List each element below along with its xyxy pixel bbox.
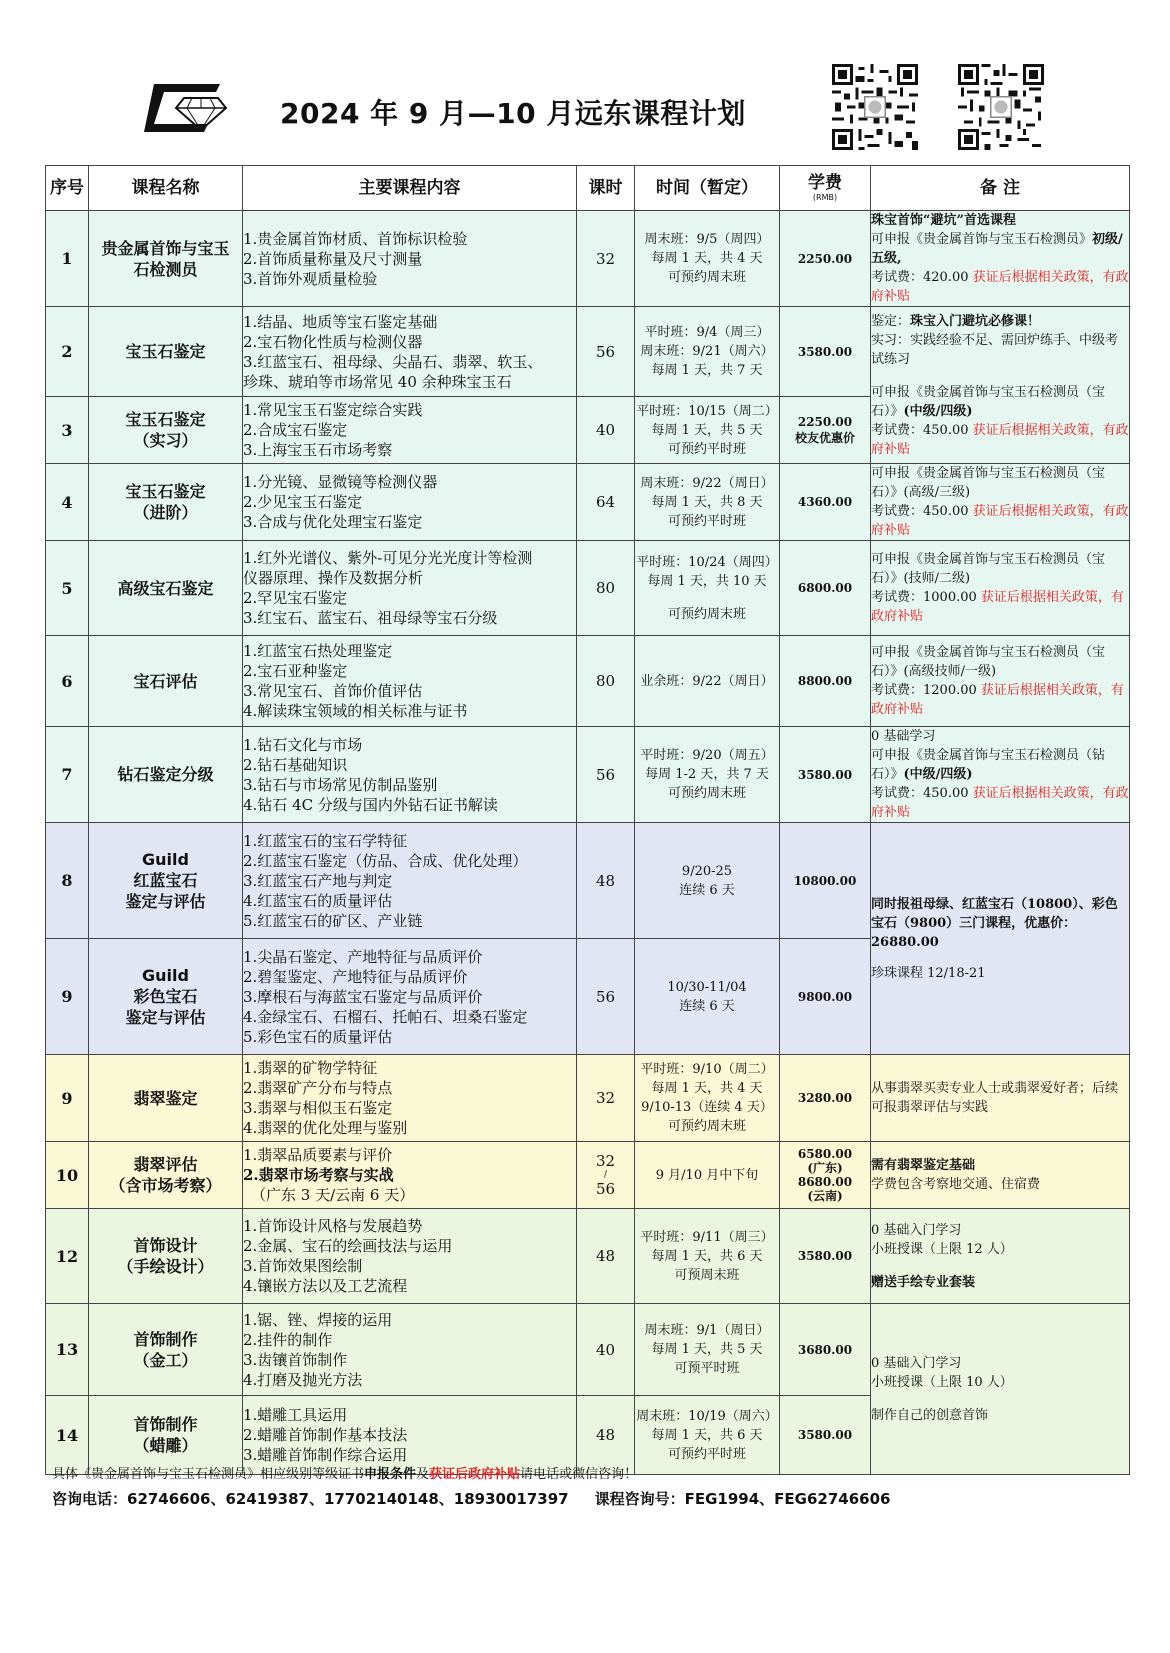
course-note: 需有翡翠鉴定基础 学费包含考察地交通、住宿费 xyxy=(871,1142,1130,1209)
course-note: 可申报《贵金属首饰与宝玉石检测员（宝石）》(技师/二级) 考试费：1000.00 获证后根据相关政策，有政府补贴 xyxy=(871,541,1130,636)
course-fee: 9800.00 xyxy=(780,939,871,1055)
course-fee: 4360.00 xyxy=(780,464,871,541)
course-name: 贵金属首饰与宝玉 石检测员 xyxy=(89,211,243,307)
course-note: 鉴定：珠宝入门避坑必修课！ 实习：实践经验不足、需回炉练手、中级考试练习 可申报《贵金属首饰与宝玉石检测员（宝石）》(中级/四级) 考试费：450.00 获证后根据相关政策，有政府补贴 xyxy=(871,307,1130,464)
course-note: 0 基础学习 可申报《贵金属首饰与宝玉石检测员（钻石）》(中级/四级) 考试费：450.00 获证后根据相关政策，有政府补贴 xyxy=(871,727,1130,823)
header-content: 主要课程内容 xyxy=(243,166,577,211)
diamond-logo-icon xyxy=(140,80,236,138)
course-content: 1.首饰设计风格与发展趋势 2.金属、宝石的绘画技法与运用 3.首饰效果图绘制 4.镶嵌方法以及工艺流程 xyxy=(243,1209,577,1304)
table-row xyxy=(46,1209,1130,1304)
table-row xyxy=(46,636,1130,727)
course-name: 宝玉石鉴定 （实习） xyxy=(89,397,243,464)
course-hours: 56 xyxy=(577,307,635,397)
course-hours: 48 xyxy=(577,1396,635,1475)
course-note: 珠宝首饰“避坑”首选课程 可申报《贵金属首饰与宝玉石检测员》初级/五级, 考试费：420.00 获证后根据相关政策，有政府补贴 xyxy=(871,211,1130,307)
course-hours: 80 xyxy=(577,636,635,727)
table-row xyxy=(46,464,1130,541)
row-no: 10 xyxy=(46,1142,89,1209)
course-name: 翡翠鉴定 xyxy=(89,1055,243,1142)
row-no: 8 xyxy=(46,823,89,939)
course-fee: 3280.00 xyxy=(780,1055,871,1142)
course-fee: 2250.00 校友优惠价 xyxy=(780,397,871,464)
table-row xyxy=(46,823,1130,939)
footnote: 具体《贵金属首饰与宝玉石检测员》相应级别等级证书申报条件及获证后政府补贴请电话或微信咨询！ xyxy=(52,1467,638,1482)
course-note: 0 基础入门学习 小班授课（上限 12 人） 赠送手绘专业套装 xyxy=(871,1209,1130,1304)
table-row xyxy=(46,541,1130,636)
course-fee: 6580.00 (广东) 8680.00 (云南) xyxy=(780,1142,871,1209)
course-content: 1.尖晶石鉴定、产地特征与品质评价 2.碧玺鉴定、产地特征与品质评价 3.摩根石与海蓝宝石鉴定与品质评价 4.金绿宝石、石榴石、托帕石、坦桑石鉴定 5.彩色宝石的质量评估 xyxy=(243,939,577,1055)
course-time: 平时班：9/4（周三） 周末班：9/21（周六） 每周 1 天，共 7 天 xyxy=(635,307,780,397)
course-note: 可申报《贵金属首饰与宝玉石检测员（宝石）》(高级技师/一级) 考试费：1200.00 获证后根据相关政策，有政府补贴 xyxy=(871,636,1130,727)
row-no: 9 xyxy=(46,1055,89,1142)
table-header-row xyxy=(46,166,1130,211)
row-no: 13 xyxy=(46,1304,89,1396)
course-fee: 2250.00 xyxy=(780,211,871,307)
course-note: 同时报祖母绿、红蓝宝石（10800）、彩色宝石（9800）三门课程，优惠价：26880.00 珍珠课程 12/18-21 xyxy=(871,823,1130,1055)
course-content: 1.分光镜、显微镜等检测仪器 2.少见宝玉石鉴定 3.合成与优化处理宝石鉴定 xyxy=(243,464,577,541)
course-hours: 64 xyxy=(577,464,635,541)
course-time: 周末班：9/5（周四） 每周 1 天，共 4 天 可预约周末班 xyxy=(635,211,780,307)
row-no: 2 xyxy=(46,307,89,397)
header-name: 课程名称 xyxy=(89,166,243,211)
row-no: 4 xyxy=(46,464,89,541)
course-time: 业余班：9/22（周日） xyxy=(635,636,780,727)
course-time: 平时班：9/20（周五） 每周 1-2 天，共 7 天 可预约周末班 xyxy=(635,727,780,823)
course-hours: 40 xyxy=(577,397,635,464)
course-content: 1.翡翠的矿物学特征 2.翡翠矿产分布与特点 3.翡翠与相似玉石鉴定 4.翡翠的优化处理与鉴别 xyxy=(243,1055,577,1142)
course-note: 从事翡翠买卖专业人士或翡翠爱好者；后续可报翡翠评估与实践 xyxy=(871,1055,1130,1142)
course-content: 1.红外光谱仪、紫外-可见分光光度计等检测 仪器原理、操作及数据分析 2.罕见宝石鉴定 3.红宝石、蓝宝石、祖母绿等宝石分级 xyxy=(243,541,577,636)
header-hours: 课时 xyxy=(577,166,635,211)
course-fee: 3580.00 xyxy=(780,1209,871,1304)
table-row xyxy=(46,1142,1130,1209)
qr-code-icon[interactable] xyxy=(832,64,918,150)
header-time: 时间（暂定） xyxy=(635,166,780,211)
course-name: 钻石鉴定分级 xyxy=(89,727,243,823)
course-name: 宝玉石鉴定 xyxy=(89,307,243,397)
row-no: 12 xyxy=(46,1209,89,1304)
course-content: 1.钻石文化与市场 2.钻石基础知识 3.钻石与市场常见仿制品鉴别 4.钻石 4C 分级与国内外钻石证书解读 xyxy=(243,727,577,823)
course-fee: 3680.00 xyxy=(780,1304,871,1396)
row-no: 6 xyxy=(46,636,89,727)
course-time: 平时班：10/15（周二） 每周 1 天，共 5 天 可预约平时班 xyxy=(635,397,780,464)
course-time: 周末班：10/19（周六） 每周 1 天，共 6 天 可预约平时班 xyxy=(635,1396,780,1475)
contact-wechat: 课程咨询号：FEG1994、FEG62746606 xyxy=(594,1490,891,1508)
contact-info xyxy=(52,1488,890,1509)
row-no: 14 xyxy=(46,1396,89,1475)
course-table xyxy=(45,165,1130,1475)
course-fee: 3580.00 xyxy=(780,1396,871,1475)
table-row xyxy=(46,727,1130,823)
table-row xyxy=(46,1304,1130,1396)
course-time: 9/20-25 连续 6 天 xyxy=(635,823,780,939)
row-no: 9 xyxy=(46,939,89,1055)
course-hours: 40 xyxy=(577,1304,635,1396)
course-hours: 32 xyxy=(577,1055,635,1142)
course-hours: 56 xyxy=(577,727,635,823)
course-hours: 32 / 56 xyxy=(577,1142,635,1209)
header-note: 备 注 xyxy=(871,166,1130,211)
course-time: 平时班：9/10（周二） 每周 1 天，共 4 天 9/10-13（连续 4 天） 可预约周末班 xyxy=(635,1055,780,1142)
course-fee: 10800.00 xyxy=(780,823,871,939)
course-hours: 48 xyxy=(577,823,635,939)
course-time: 9 月/10 月中下旬 xyxy=(635,1142,780,1209)
course-content: 1.红蓝宝石的宝石学特征 2.红蓝宝石鉴定（仿品、合成、优化处理） 3.红蓝宝石产地与判定 4.红蓝宝石的质量评估 5.红蓝宝石的矿区、产业链 xyxy=(243,823,577,939)
course-time: 周末班：9/22（周日） 每周 1 天，共 8 天 可预约平时班 xyxy=(635,464,780,541)
course-time: 周末班：9/1（周日） 每周 1 天，共 5 天 可预平时班 xyxy=(635,1304,780,1396)
course-fee: 8800.00 xyxy=(780,636,871,727)
course-hours: 56 xyxy=(577,939,635,1055)
course-name: 高级宝石鉴定 xyxy=(89,541,243,636)
course-hours: 48 xyxy=(577,1209,635,1304)
course-content: 1.蜡雕工具运用 2.蜡雕首饰制作基本技法 3.蜡雕首饰制作综合运用 xyxy=(243,1396,577,1475)
course-name: 首饰制作 （蜡雕） xyxy=(89,1396,243,1475)
table-row xyxy=(46,211,1130,307)
course-fee: 3580.00 xyxy=(780,307,871,397)
course-time: 平时班：9/11（周三） 每周 1 天，共 6 天 可预周末班 xyxy=(635,1209,780,1304)
header-fee: 学费 (RMB) xyxy=(780,166,871,211)
table-row xyxy=(46,307,1130,397)
course-note: 0 基础入门学习 小班授课（上限 10 人） 制作自己的创意首饰 xyxy=(871,1304,1130,1475)
header-no: 序号 xyxy=(46,166,89,211)
row-no: 3 xyxy=(46,397,89,464)
course-hours: 32 xyxy=(577,211,635,307)
course-fee: 3580.00 xyxy=(780,727,871,823)
course-time: 平时班：10/24（周四） 每周 1 天，共 10 天 可预约周末班 xyxy=(635,541,780,636)
course-name: 宝石评估 xyxy=(89,636,243,727)
course-content: 1.贵金属首饰材质、首饰标识检验 2.首饰质量称量及尺寸测量 3.首饰外观质量检验 xyxy=(243,211,577,307)
table-row xyxy=(46,1055,1130,1142)
row-no: 5 xyxy=(46,541,89,636)
course-time: 10/30-11/04 连续 6 天 xyxy=(635,939,780,1055)
course-name: 首饰制作 （金工） xyxy=(89,1304,243,1396)
course-content: 1.翡翠品质要素与评价 2.翡翠市场考察与实战 （广东 3 天/云南 6 天） xyxy=(243,1142,577,1209)
course-content: 1.常见宝玉石鉴定综合实践 2.合成宝石鉴定 3.上海宝玉石市场考察 xyxy=(243,397,577,464)
row-no: 7 xyxy=(46,727,89,823)
course-note: 可申报《贵金属首饰与宝玉石检测员（宝石）》(高级/三级) 考试费：450.00 获证后根据相关政策，有政府补贴 xyxy=(871,464,1130,541)
course-fee: 6800.00 xyxy=(780,541,871,636)
course-name: 翡翠评估 （含市场考察） xyxy=(89,1142,243,1209)
course-name: Guild 彩色宝石 鉴定与评估 xyxy=(89,939,243,1055)
course-content: 1.结晶、地质等宝石鉴定基础 2.宝石物化性质与检测仪器 3.红蓝宝石、祖母绿、尖晶石、翡翠、软玉、 珍珠、琥珀等市场常见 40 余种珠宝玉石 xyxy=(243,307,577,397)
row-no: 1 xyxy=(46,211,89,307)
course-content: 1.红蓝宝石热处理鉴定 2.宝石亚种鉴定 3.常见宝石、首饰价值评估 4.解读珠宝领域的相关标准与证书 xyxy=(243,636,577,727)
qr-code-icon[interactable] xyxy=(958,64,1044,150)
course-hours: 80 xyxy=(577,541,635,636)
contact-phone: 咨询电话：62746606、62419387、17702140148、18930017397 xyxy=(52,1490,569,1508)
course-name: Guild 红蓝宝石 鉴定与评估 xyxy=(89,823,243,939)
page-title: 2024 年 9 月—10 月远东课程计划 xyxy=(280,97,746,130)
course-name: 宝玉石鉴定 （进阶） xyxy=(89,464,243,541)
course-name: 首饰设计 （手绘设计） xyxy=(89,1209,243,1304)
course-content: 1.锯、锉、焊接的运用 2.挂件的制作 3.齿镶首饰制作 4.打磨及抛光方法 xyxy=(243,1304,577,1396)
